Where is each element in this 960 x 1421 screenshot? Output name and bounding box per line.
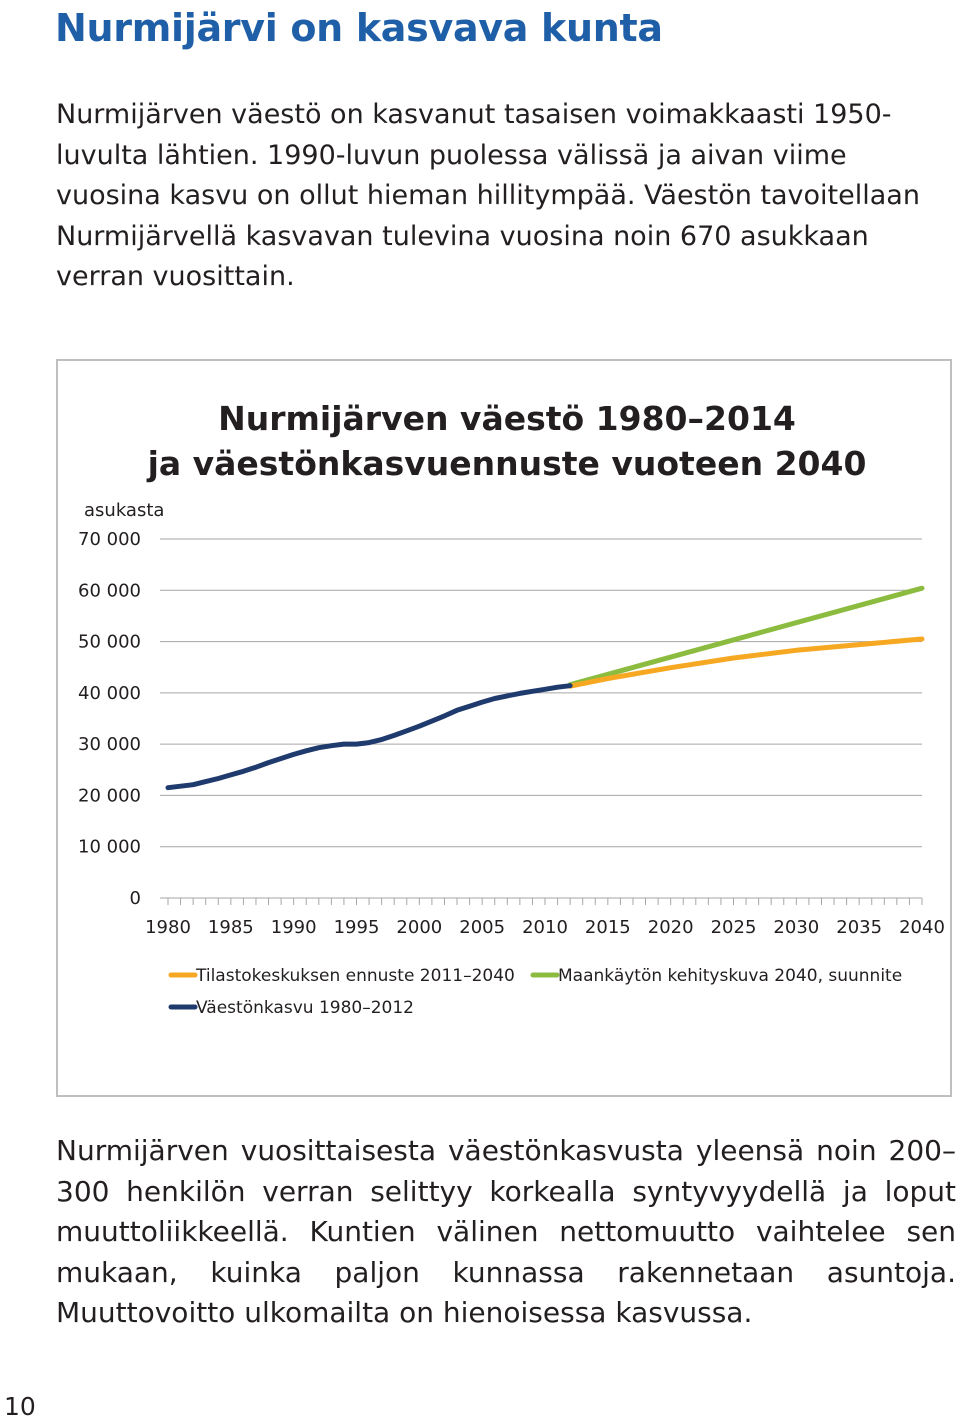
x-tick-label: 2000 <box>396 917 443 938</box>
page-number: 10 <box>4 1392 36 1421</box>
x-tick-label: 2010 <box>522 917 568 938</box>
y-axis-label: asukasta <box>84 500 165 521</box>
x-axis <box>145 898 945 938</box>
legend-label: Tilastokeskuksen ennuste 2011–2040 <box>196 966 515 986</box>
x-tick-label: 1995 <box>333 917 380 938</box>
chart-title-line-1: Nurmijärven väestö 1980–2014 <box>218 399 796 438</box>
series-line <box>570 639 922 686</box>
legend-label: Väestönkasvu 1980–2012 <box>196 998 414 1018</box>
outro-text: Nurmijärven vuosittaisesta väestönkasvusta yleensä noin 200–300 henkilön verran selittyy korkealla syntyvyydellä ja loput muuttoliikkeellä. Kuntien välinen nettomuutto vaihtelee sen mukaan, kuinka paljon kunnassa rakennetaan asuntoja. Muuttovoitto ulkomailta on hienoisessa kasvussa. <box>56 1134 956 1329</box>
x-tick-label: 1980 <box>145 917 191 938</box>
x-tick-label: 2035 <box>836 917 883 938</box>
x-tick-label: 2030 <box>773 917 820 938</box>
x-tick-label: 2020 <box>647 917 694 938</box>
x-tick-label: 2025 <box>710 917 757 938</box>
y-tick-label: 40 000 <box>78 682 141 704</box>
x-tick-label: 2040 <box>899 917 945 938</box>
grid-lines <box>160 539 922 847</box>
chart-title-line-2: ja väestönkasvuennuste vuoteen 2040 <box>147 444 867 483</box>
y-tick-label: 70 000 <box>78 529 141 550</box>
series-line <box>570 588 922 685</box>
series-line <box>168 686 570 788</box>
outro-paragraph <box>56 1131 956 1334</box>
series-lines <box>168 588 922 788</box>
intro-paragraph: Nurmijärven väestö on kasvanut tasaisen voimakkaasti 1950-luvulta lähtien. 1990-luvun puolessa välissä ja aivan viime vuosina kasvu on ollut hieman hillitympää. Väestön tavoitellaan Nurmijärvellä kasvavan tulevina vuosina noin 670 asukkaan verran vuosittain. <box>56 99 920 292</box>
y-tick-labels <box>78 529 141 909</box>
legend-label: Maankäytön kehityskuva 2040, suunnite <box>558 966 903 986</box>
y-tick-label: 0 <box>129 888 141 909</box>
y-tick-label: 50 000 <box>78 631 141 653</box>
y-tick-label: 60 000 <box>78 580 141 602</box>
chart-canvas <box>58 361 954 1099</box>
page-heading: Nurmijärvi on kasvava kunta <box>55 6 663 50</box>
legend <box>171 966 902 1018</box>
y-tick-label: 10 000 <box>78 836 141 858</box>
x-tick-label: 2015 <box>584 917 631 938</box>
x-tick-label: 2005 <box>459 917 506 938</box>
x-tick-label: 1985 <box>207 917 254 938</box>
y-tick-label: 30 000 <box>78 734 141 756</box>
x-tick-label: 1990 <box>270 917 317 938</box>
y-tick-label: 20 000 <box>78 785 141 807</box>
population-chart <box>56 359 952 1097</box>
